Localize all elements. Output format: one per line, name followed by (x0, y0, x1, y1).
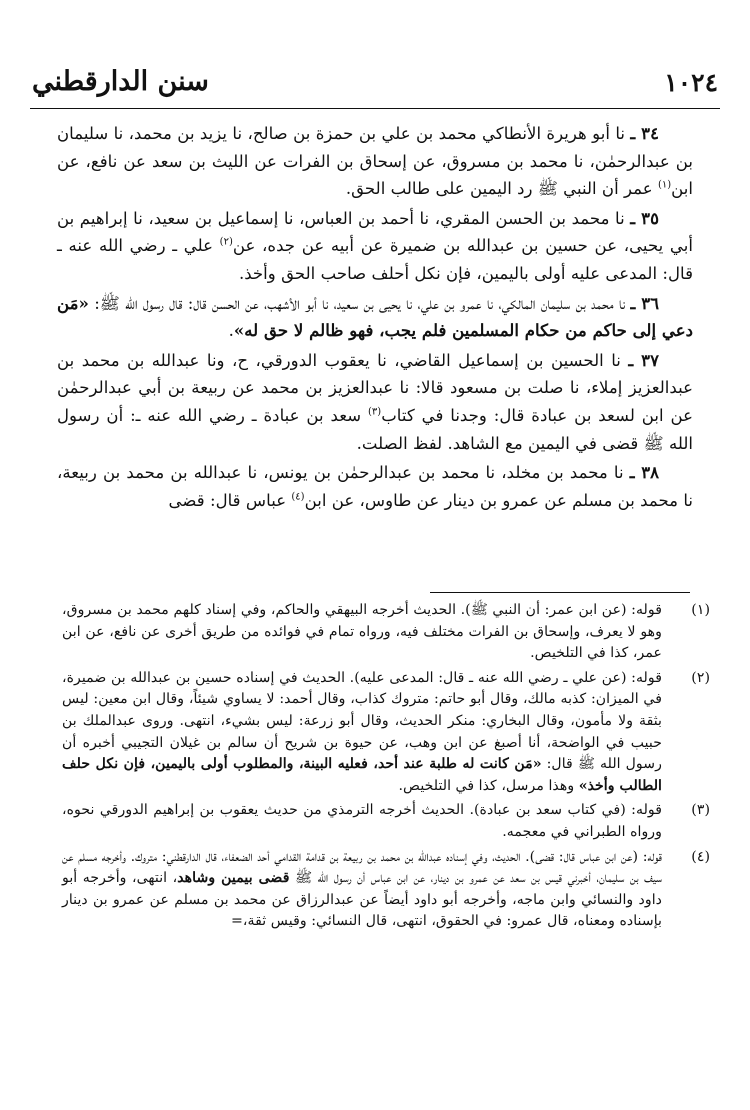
footnote-number: (٢) (691, 669, 710, 686)
footnotes (62, 600, 710, 936)
book-title: سنن الدارقطني (32, 66, 209, 97)
footnote-text: قوله: (في كتاب سعد بن عبادة). الحديث أخرجه الترمذي من حديث يعقوب بن إبراهيم الدورقي نحوه، ورواه الطبراني في معجمه. (62, 802, 662, 840)
hadith-text: نا محمد بن مخلد، نا محمد بن عبدالرحمٰن بن يونس، نا عبدالله بن محمد بن ربيعة، نا محمد بن مسلم عن عمرو بن دينار عن طاوس، عن ابن (57, 463, 693, 510)
footnote-2 (62, 668, 710, 798)
footnote-ref[interactable]: (٤) (291, 491, 305, 503)
page-header (30, 62, 720, 110)
footnote-text-cont: وهذا مرسل، كذا في التلخيص. (398, 777, 579, 794)
hadith-text-cont: علي ـ رضي الله عنه ـ قال: المدعى عليه أولى باليمين، فإن نكل أحلف صاحب الحق وأخذ. (57, 236, 693, 283)
header-divider (30, 108, 720, 109)
hadith-34 (57, 120, 693, 203)
footnote-text: قوله: (عن ابن عمر: أن النبي ﷺ). الحديث أخرجه البيهقي والحاكم، وفي إسناد كلهم محمد بن مسروق، وهو لا يعرف، وإسحاق بن الفرات مختلف فيه، ورواه تمام في فوائده من طريق أخرى عن نافع، عن ابن عمر، كذا في التلخيص. (62, 602, 662, 662)
footnote-number: (٣) (691, 802, 710, 819)
footnote-text: قوله: (عن علي ـ رضي الله عنه ـ قال: المدعى عليه). الحديث في إسناده حسين بن عبدالله بن ضميرة، في الميزان: كذبه مالك، وقال أبو حاتم: متروك كذاب، وقال أحمد: لا يساوي شيئاً، وقال ابن معين: ليس بثقة ولا مأمون، وقال البخاري: منكر الحديث، وقال أبو زرعة: ليس بشيء، انتهى. وروى عبدالملك بن حبيب في الواضحة، أنا أصبغ عن ابن وهب، عن حيوة بن شريح أن سالم بن غيلان التجيبي أخبره أن رسول الله ﷺ قال: (62, 669, 662, 773)
footnote-quote: قضى بيمين وشاهد (177, 870, 290, 887)
hadith-text-cont: عمر أن النبي ﷺ رد اليمين على طالب الحق. (345, 179, 658, 199)
hadith-text-cont: سعد بن عبادة ـ رضي الله عنه ـ: أن رسول الله ﷺ قضى في اليمين مع الشاهد. لفظ الصلت. (57, 405, 693, 453)
hadith-text: نا أبو هريرة الأنطاكي محمد بن علي بن حمزة بن صالح، نا يزيد بن محمد، نا سليمان بن عبدالرحمٰن، نا محمد بن مسروق، عن إسحاق بن الفرات عن الليث بن سعد عن نافع، عن ابن (57, 124, 693, 199)
hadith-35 (57, 205, 693, 288)
hadith-38 (57, 459, 693, 514)
hadith-text-end: . (228, 321, 234, 341)
footnote-ref[interactable]: (٢) (219, 236, 233, 248)
footnote-ref[interactable]: (١) (657, 179, 672, 191)
hadith-text-cont: عباس قال: قضى (168, 490, 292, 510)
footnote-text-cont: ، انتهى، وأخرجه أبو داود والنسائي وابن ماجه، وأخرجه أبو داود أيضاً عن عبدالرزاق عن محمد بن مسلم عن عمرو بن دينار بإسناده ومعناه، قال عمرو: في الحقوق، انتهى، قال النسائي: وقيس ثقة،= (62, 870, 662, 930)
hadith-number: ٣٤ ـ (630, 123, 659, 143)
hadith-text: نا محمد بن سليمان المالكي، نا عمرو بن علي، نا يحيى بن سعيد، نا أبو الأشهب، عن الحسن قال: قال رسول الله ﷺ: (88, 293, 631, 313)
hadith-number: ٣٦ ـ (630, 292, 660, 313)
footnote-number: (١) (691, 602, 710, 618)
main-text (57, 120, 693, 516)
footnote-quote: «مَن كانت له طلبة عند أحد، فعليه البينة، والمطلوب أولى باليمين، فإن نكل حلف الطالب وأخذ» (62, 756, 662, 794)
hadith-number: ٣٨ ـ (629, 462, 660, 483)
hadith-number: ٣٧ ـ (628, 349, 659, 370)
footnote-4 (62, 847, 710, 933)
hadith-number: ٣٥ ـ (630, 207, 659, 228)
hadith-text: نا الحسين بن إسماعيل القاضي، نا يعقوب الدورقي، ح، ونا عبدالله بن محمد بن عبدالعزيز إملاء، نا صلت بن مسعود قالا: نا عبدالعزيز بن محمد عن ربيعة بن أبي عبدالرحمٰن عن ابن لسعد بن عبادة قال: وجدنا في كتاب (57, 350, 693, 425)
footnote-1 (62, 600, 710, 665)
hadith-36 (57, 290, 693, 345)
hadith-text: نا محمد بن الحسن المقري، نا أحمد بن العباس، نا إسماعيل بن سعيد، نا إبراهيم بن أبي يحيى، عن حسين بن عبدالله بن ضميرة عن أبيه عن جده، عن (57, 208, 693, 256)
footnote-ref[interactable]: (٣) (368, 406, 382, 418)
footnote-text: قوله: (عن ابن عباس قال: قضى). الحديث، وفي إسناده عبدالله بن محمد بن ربيعة بن قدامة القدامي أحد الضعفاء، قال الدارقطني: متروك. وأخرجه مسلم عن سيف بن سليمان، أخبرني قيس بن سعد عن عمرو بن دينار، عن ابن عباس أن رسول الله ﷺ (62, 848, 662, 887)
hadith-quote: «مَن دعي إلى حاكم من حكام المسلمين فلم يجب، فهو ظالم لا حق له» (57, 292, 693, 341)
footnote-divider (430, 592, 690, 593)
hadith-37 (57, 347, 693, 457)
page-number: ١٠٢٤ (664, 68, 718, 97)
footnote-number: (٤) (691, 848, 710, 865)
footnote-3 (62, 800, 710, 843)
